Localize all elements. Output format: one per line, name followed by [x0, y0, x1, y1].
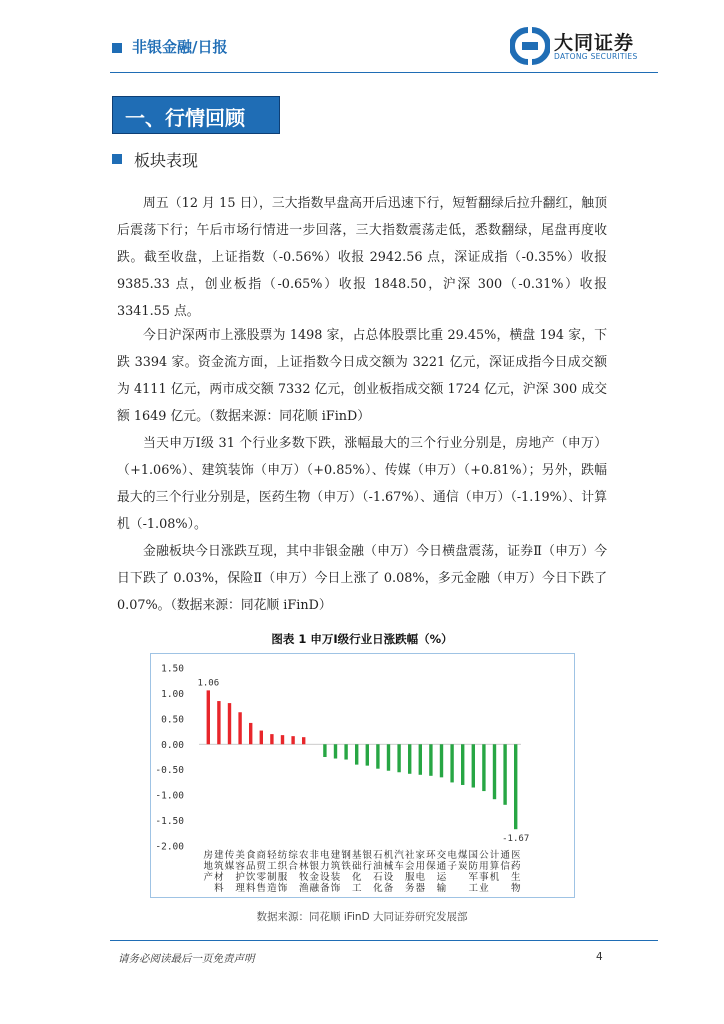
- bar-1: [217, 701, 220, 744]
- bar-5: [260, 731, 263, 745]
- figure-title: 图表 1 申万Ⅰ级行业日涨跌幅（%）: [271, 632, 453, 646]
- header-marker: [112, 43, 122, 53]
- bar-11: [323, 744, 326, 757]
- bar-7: [281, 735, 284, 744]
- x-category-label-8: 综合: [288, 850, 298, 872]
- page-number: 4: [596, 951, 603, 963]
- bar-4: [249, 723, 252, 744]
- y-tick-label-3: 0.00: [161, 739, 184, 751]
- x-category-label-11: 电力设备: [320, 850, 330, 894]
- x-category-label-28: 通信: [500, 850, 510, 872]
- footer-divider: [110, 940, 658, 941]
- bar-3: [238, 712, 241, 744]
- data-label-0: 1.06: [197, 678, 220, 689]
- bar-17: [387, 744, 390, 770]
- paragraph-market-summary: 周五（12 月 15 日），三大指数早盘高开后迅速下行，短暂翻绿后拉升翻红，触顶后震荡下行；午后市场行情进一步回落，三大指数震荡走低，悉数翻绿，尾盘再度收跌。截至收盘，上证指数（-0.56%）收报 2942.56 点，深证成指（-0.35%）收报 9385.33 点，创业板指（-0.65%）收报 1848.50，沪深 300（-0.31%）收报 3341.55 点。: [117, 196, 607, 319]
- bar-0: [207, 690, 210, 744]
- report-category-title: 非银金融/日报: [132, 38, 228, 56]
- x-category-label-4: 食品饮料: [245, 850, 256, 894]
- x-category-label-21: 环保: [426, 850, 436, 872]
- x-category-label-9: 农林牧渔: [298, 850, 309, 894]
- bar-25: [472, 744, 475, 787]
- x-category-label-2: 传媒: [224, 850, 235, 872]
- brand-mark-icon: [510, 26, 550, 66]
- brand-subtitle: DATONG SECURITIES: [554, 52, 638, 61]
- x-category-label-13: 钢铁: [341, 850, 351, 872]
- bar-27: [493, 744, 496, 799]
- y-tick-label-6: -1.50: [155, 816, 184, 828]
- subsection-marker: [112, 154, 122, 164]
- data-label-1: -1.67: [502, 834, 530, 845]
- x-category-label-24: 煤炭: [457, 850, 468, 872]
- bar-15: [366, 744, 369, 765]
- bar-18: [397, 744, 400, 772]
- x-category-label-17: 机械设备: [383, 850, 394, 894]
- y-tick-label-1: 1.00: [161, 688, 184, 700]
- y-tick-label-5: -1.00: [155, 790, 184, 802]
- x-category-label-1: 建筑材料: [214, 850, 224, 894]
- figure-source: 数据来源：同花顺 iFinD 大同证券研究发展部: [256, 911, 468, 923]
- x-category-label-5: 商贸零售: [256, 850, 267, 894]
- industry-change-chart: [150, 653, 575, 898]
- y-tick-label-4: -0.50: [155, 765, 184, 777]
- paragraph-breadth-turnover: 今日沪深两市上涨股票为 1498 家，占总体股票比重 29.45%，横盘 194 家，下跌 3394 家。资金流方面，上证指数今日成交额为 3221 亿元，深证成指今日成交额为 4111 亿元，两市成交额 7332 亿元，创业板指成交额 1724 亿元，沪深 300 成交额 1649 亿元。（数据来源：同花顺 iFinD）: [117, 328, 607, 424]
- bar-12: [334, 744, 337, 758]
- bar-20: [419, 744, 422, 775]
- bar-13: [344, 744, 347, 759]
- footer-disclaimer: 请务必阅读最后一页免责声明: [118, 953, 255, 965]
- brand-name: 大同证券: [554, 32, 635, 54]
- x-category-label-7: 纺织服饰: [277, 850, 288, 894]
- y-tick-label-2: 0.50: [161, 714, 184, 726]
- paragraph-financial-sector: 金融板块今日涨跌互现，其中非银金融（申万）今日横盘震荡，证券Ⅱ（申万）今日下跌了 0.03%，保险Ⅱ（申万）今日上涨了 0.08%，多元金融（申万）今日下跌了 0.07%。（数据来源：同花顺 iFinD）: [117, 544, 607, 613]
- bar-21: [429, 744, 432, 776]
- bar-22: [440, 744, 443, 777]
- bar-9: [302, 737, 305, 744]
- section-title: 一、行情回顾: [125, 106, 245, 130]
- x-category-label-15: 银行: [362, 850, 373, 872]
- x-category-label-26: 公用事业: [479, 850, 489, 894]
- bar-23: [450, 744, 453, 782]
- x-category-label-18: 汽车: [394, 850, 404, 872]
- y-tick-label-7: -2.00: [155, 841, 184, 853]
- y-tick-label-0: 1.50: [161, 663, 184, 675]
- x-category-label-16: 石油石化: [373, 850, 383, 894]
- bar-14: [355, 744, 358, 764]
- x-category-label-29: 医药生物: [510, 850, 521, 894]
- x-category-label-3: 美容护理: [235, 850, 245, 894]
- paragraph-industry-performance: 当天申万Ⅰ级 31 个行业多数下跌，涨幅最大的三个行业分别是，房地产（申万）（+1.06%）、建筑装饰（申万）（+0.85%）、传媒（申万）（+0.81%）；另外，跌幅最大的三个行业分别是，医药生物（申万）（-1.67%）、通信（申万）（-1.19%）、计算机（-1.08%）。: [117, 436, 607, 532]
- x-category-label-23: 电子: [447, 850, 457, 872]
- bar-26: [482, 744, 485, 791]
- x-category-label-0: 房地产: [203, 850, 214, 883]
- subsection-title: 板块表现: [134, 151, 199, 170]
- x-category-label-27: 计算机: [489, 850, 500, 883]
- x-category-label-6: 轻工制造: [267, 850, 277, 894]
- x-category-label-12: 建筑装饰: [330, 850, 341, 894]
- x-category-label-25: 国防军工: [468, 850, 479, 894]
- x-category-label-19: 社会服务: [404, 850, 415, 894]
- bar-28: [503, 744, 506, 805]
- bar-24: [461, 744, 464, 785]
- bar-2: [228, 703, 231, 744]
- x-category-label-20: 家用电器: [415, 850, 426, 894]
- brand-logo: [510, 24, 670, 68]
- x-category-label-14: 基础化工: [351, 850, 362, 894]
- bar-16: [376, 744, 379, 768]
- bar-6: [270, 734, 273, 744]
- header-divider: [110, 72, 658, 73]
- section-heading-box: [112, 96, 280, 134]
- bar-19: [408, 744, 411, 773]
- bar-8: [291, 736, 294, 744]
- bar-29: [514, 744, 517, 829]
- x-category-label-22: 交通运输: [436, 850, 447, 894]
- x-category-label-10: 非银金融: [309, 850, 320, 894]
- bar-chart-svg: [151, 654, 574, 897]
